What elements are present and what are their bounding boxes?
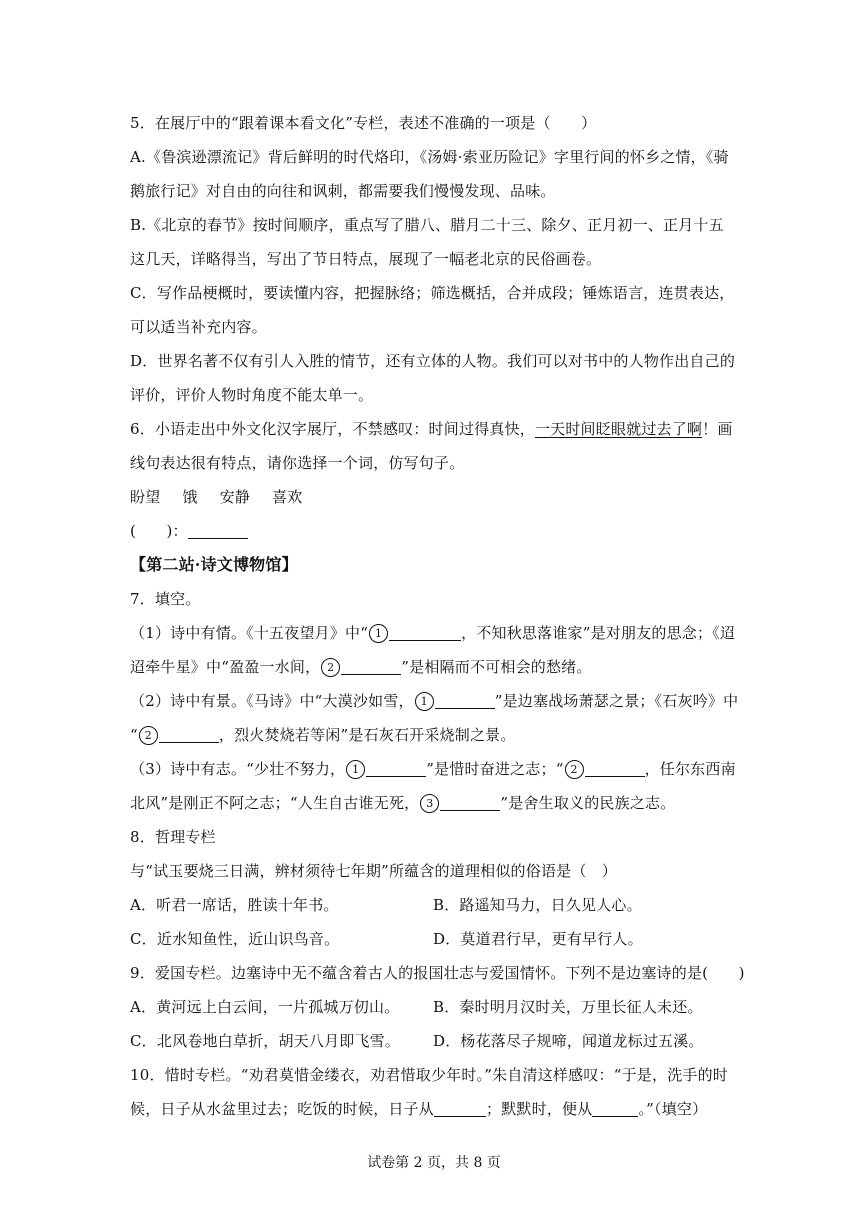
q6-stem — [130, 419, 733, 439]
q7-text: 迢牵牛星》中“盈盈一水间， — [130, 658, 321, 676]
q6-word: 安静 — [219, 488, 251, 506]
q10-text: 候，日子从水盆里过去；吃饭的时候，日子从 — [130, 1100, 435, 1118]
circle-number-1: 1 — [346, 760, 365, 779]
q7-text: 北风”是刚正不阿之志；“人生自古谁无死， — [130, 794, 420, 812]
q8-option-c[interactable]: C．近水知鱼性，近山识鸟音。 — [130, 930, 340, 948]
q8-option-d[interactable]: D．莫道君行早，更有早行人。 — [433, 930, 643, 948]
q7-text: （2）诗中有景。《马诗》中“大漠沙如雪， — [130, 692, 414, 710]
q7-text: ”是相隔而不可相会的愁绪。 — [401, 658, 592, 676]
q5-option-b-line1: B.《北京的春节》按时间顺序，重点写了腊八、腊月二十三、除夕、正月初一、正月十五 — [130, 216, 724, 234]
q7-text: ，烈火焚烧若等闲”是石灰石开采烧制之景。 — [218, 726, 516, 744]
q5-option-a-line2: 鹅旅行记》对自由的向往和讽刺，都需要我们慢慢发现、品味。 — [130, 182, 556, 200]
q7-text: ，任尔东西南 — [644, 760, 736, 778]
q7-text: ”是舍生取义的民族之志。 — [500, 794, 676, 812]
q9-option-a[interactable]: A．黄河远上白云间，一片孤城万仞山。 — [130, 998, 400, 1016]
q7-part1-line1 — [130, 623, 735, 643]
q7-part3-line2 — [130, 793, 675, 813]
q7-text: “ — [130, 726, 138, 744]
q5-option-c-line1: C．写作品梗概时，要读懂内容，把握脉络；筛选概括，合并成段；锤炼语言，连贯表达， — [130, 284, 735, 302]
q5-stem: 5．在展厅中的“跟着课本看文化”专栏，表述不准确的一项是（ ） — [130, 114, 597, 132]
q7-text: （1）诗中有情。《十五夜望月》中“ — [130, 624, 369, 642]
q10-blank-1[interactable] — [434, 1100, 486, 1117]
q8-options-row1 — [130, 895, 339, 915]
q6-word: 喜欢 — [272, 488, 303, 506]
q7-part3-line1 — [130, 759, 736, 779]
q7-part2-line1 — [130, 691, 738, 711]
q6-stem-pre: 6．小语走出中外文化汉字展厅，不禁感叹：时间过得真快， — [130, 420, 535, 438]
q5-option-d-line2: 评价，评价人物时角度不能太单一。 — [130, 386, 374, 404]
circle-number-1: 1 — [369, 624, 388, 643]
page-footer: 试卷第 2 页，共 8 页 — [367, 1155, 501, 1171]
q8-option-b[interactable]: B．路遥知马力，日久见人心。 — [433, 896, 642, 914]
q7-part1-line2 — [130, 657, 592, 677]
q7-text: ”是边塞战场萧瑟之景；《石灰吟》中 — [494, 692, 739, 710]
q10-blank-2[interactable] — [592, 1100, 638, 1117]
section2-title: 【第二站·诗文博物馆】 — [130, 555, 298, 574]
q6-answer-blank[interactable] — [188, 522, 248, 539]
q6-stem-line2: 线句表达很有特点，请你选择一个词，仿写句子。 — [130, 454, 465, 472]
q6-word: 盼望 — [130, 488, 161, 506]
q5-option-b-line2: 这几天，详略得当，写出了节日特点，展现了一幅老北京的民俗画卷。 — [130, 250, 602, 268]
q7-text: （3）诗中有志。“少壮不努力， — [130, 760, 346, 778]
q7-blank-1-1[interactable] — [389, 624, 461, 641]
q8-stem: 8．哲理专栏 — [130, 828, 216, 846]
q10-line2 — [130, 1099, 707, 1119]
q6-underlined-sentence: 一天时间眨眼就过去了啊 — [534, 420, 703, 438]
q7-text: ”是惜时奋进之志；“ — [426, 760, 564, 778]
q6-answer-prefix: ( )： — [130, 522, 188, 540]
circle-number-2: 2 — [565, 760, 584, 779]
q6-stem-post: ！画 — [702, 420, 733, 438]
q9-option-c[interactable]: C．北风卷地白草折，胡天八月即飞雪。 — [130, 1032, 401, 1050]
q7-blank-3-3[interactable] — [440, 794, 500, 811]
q8-option-a[interactable]: A．听君一席话，胜读十年书。 — [130, 896, 339, 914]
q7-text: ，不知秋思落谁家”是对朋友的思念；《迢 — [461, 624, 736, 642]
q10-text: ；默默时，便从 — [486, 1100, 593, 1118]
circle-number-1: 1 — [415, 692, 434, 711]
q7-blank-1-2[interactable] — [341, 658, 401, 675]
circle-number-2: 2 — [139, 726, 158, 745]
q9-option-b[interactable]: B．秦时明月汉时关，万里长征人未还。 — [433, 998, 703, 1016]
q5-option-d-line1: D．世界名著不仅有引人入胜的情节，还有立体的人物。我们可以对书中的人物作出自己的 — [130, 352, 736, 370]
q5-option-c-line2: 可以适当补充内容。 — [130, 318, 267, 336]
q8-stem-line2: 与“试玉要烧三日满，辨材须待七年期”所蕴含的道理相似的俗语是（ ） — [130, 862, 617, 880]
q6-word-choices — [130, 487, 302, 507]
circle-number-3: 3 — [420, 794, 439, 813]
q7-blank-3-2[interactable] — [585, 760, 645, 777]
q5-option-a-line1: A.《鲁滨逊漂流记》背后鲜明的时代烙印，《汤姆·索亚历险记》字里行间的怀乡之情，《骑 — [130, 148, 729, 166]
q6-answer-line — [130, 521, 248, 541]
circle-number-2: 2 — [321, 658, 340, 677]
q7-blank-3-1[interactable] — [366, 760, 426, 777]
q7-blank-2-1[interactable] — [435, 692, 495, 709]
q6-word: 饿 — [182, 488, 198, 506]
q7-stem: 7．填空。 — [130, 590, 201, 608]
q10-stem: 10．惜时专栏。“劝君莫惜金缕衣，劝君惜取少年时。”朱自清这样感叹：“于是，洗手的时 — [130, 1066, 728, 1084]
q9-option-d[interactable]: D．杨花落尽子规啼，闻道龙标过五溪。 — [433, 1032, 704, 1050]
q7-blank-2-2[interactable] — [159, 726, 219, 743]
q10-text: 。”（填空） — [638, 1100, 708, 1118]
q7-part2-line2 — [130, 725, 516, 745]
q9-stem: 9．爱国专栏。边塞诗中无不蕴含着古人的报国壮志与爱国情怀。下列不是边塞诗的是( ) — [130, 964, 745, 982]
